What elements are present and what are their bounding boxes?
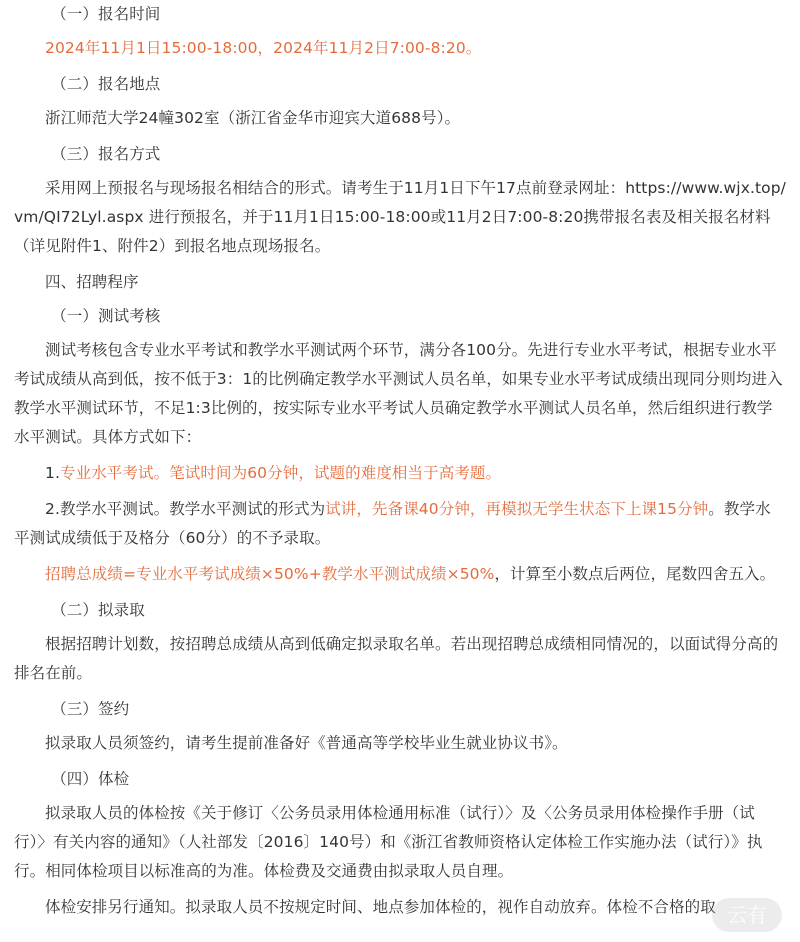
subheading-registration-location: （二）报名地点 — [51, 75, 161, 93]
registration-location-text: 浙江师范大学24幢302室（浙江省金华市迎宾大道688号）。 — [45, 109, 461, 127]
registration-time-text: 2024年11月1日15:00-18:00，2024年11月2日7:00-8:20。 — [45, 39, 482, 57]
professional-exam-item — [14, 459, 786, 488]
proposed-admission-text: 根据招聘计划数，按招聘总成绩从高到低确定拟录取名单。若出现招聘总成绩相同情况的，以面试得分高的排名在前。 — [14, 635, 779, 682]
total-score-formula — [14, 560, 786, 589]
subheading-medical-exam: （四）体检 — [51, 770, 130, 788]
medical-exam-arrangement-text: 体检安排另行通知。拟录取人员不按规定时间、地点参加体检的，视作自动放弃。体检不合格的取 — [45, 898, 716, 916]
teaching-test-item — [14, 495, 786, 553]
teaching-test-prefix: 2.教学水平测试。教学水平测试的形式为 — [45, 500, 326, 518]
subheading-registration-method: （三）报名方式 — [51, 145, 161, 163]
watermark-badge: 云有 — [712, 898, 782, 932]
teaching-test-suffix: 。教学水平测试成绩低于及格分（60分）的不予录取。 — [14, 500, 771, 547]
total-score-suffix: ，计算至小数点后两位，尾数四舍五入。 — [494, 565, 776, 583]
teaching-test-highlight: 试讲，先备课40分钟，再模拟无学生状态下上课15分钟 — [325, 500, 709, 518]
professional-exam-prefix: 1. — [45, 464, 60, 482]
subheading-signing: （三）签约 — [51, 700, 130, 718]
signing-text: 拟录取人员须签约，请考生提前准备好《普通高等学校毕业生就业协议书》。 — [45, 734, 568, 752]
professional-exam-highlight: 专业水平考试。笔试时间为60分钟，试题的难度相当于高考题。 — [60, 464, 502, 482]
subheading-registration-time: （一）报名时间 — [51, 5, 161, 23]
assessment-text: 测试考核包含专业水平考试和教学水平测试两个环节，满分各100分。先进行专业水平考试，根据专业水平考试成绩从高到低，按不低于3：1的比例确定教学水平测试人员名单，如果专业水平考试成绩出现同分则均进入教学水平测试环节，不足1:3比例的，按实际专业水平考试人员确定教学水平测试人员名单，然后组织进行教学水平测试。具体方式如下： — [14, 341, 783, 446]
medical-exam-text: 拟录取人员的体检按《关于修订〈公务员录用体检通用标准（试行）〉及〈公务员录用体检操作手册（试行）〉有关内容的通知》（人社部发〔2016〕140号）和《浙江省教师资格认定体检工作实施办法（试行）》执行。相同体检项目以标准高的为准。体检费及交通费由拟录取人员自理。 — [14, 804, 763, 880]
subheading-proposed-admission: （二）拟录取 — [51, 601, 145, 619]
total-score-highlight: 招聘总成绩=专业水平考试成绩×50%+教学水平测试成绩×50% — [45, 565, 495, 583]
registration-method-text: 采用网上预报名与现场报名相结合的形式。请考生于11月1日下午17点前登录网址：https://www.wjx.top/vm/QI72Lyl.aspx 进行预报名，并于11月1日15:00-18:00或11月2日7:00-8:20携带报名表及相关报名材料（详见附件1、附件2）到报名地点现场报名。 — [14, 179, 787, 255]
subheading-assessment: （一）测试考核 — [51, 307, 161, 325]
section-heading-recruitment-procedure: 四、招聘程序 — [45, 273, 139, 291]
